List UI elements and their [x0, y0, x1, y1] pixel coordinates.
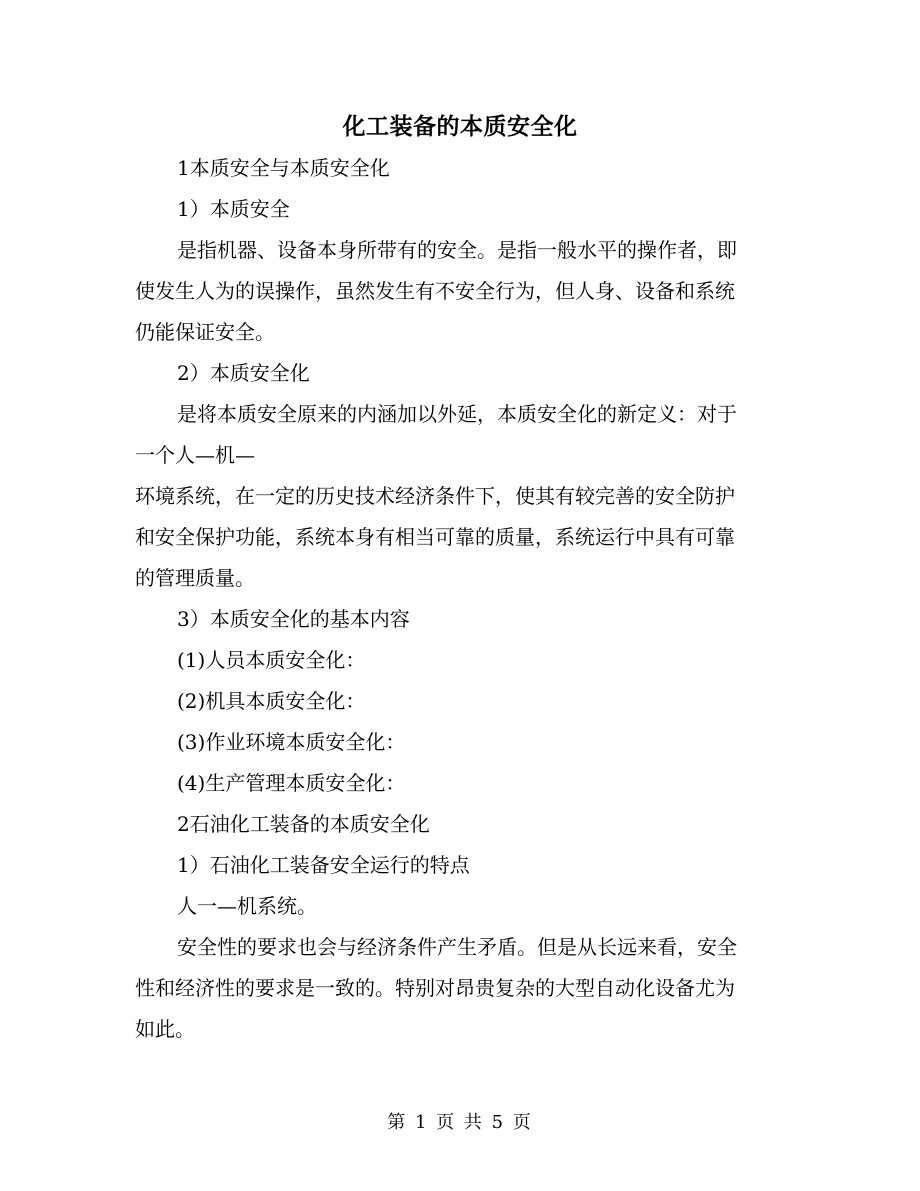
paragraph-line: 一个人—机—: [135, 443, 255, 467]
list-item: (3)作业环境本质安全化：: [177, 730, 406, 754]
paragraph-line: 如此。: [135, 1017, 195, 1041]
paragraph-line: 是指机器、设备本身所带有的安全。是指一般水平的操作者，即: [177, 238, 737, 262]
list-item: (1)人员本质安全化：: [177, 648, 366, 672]
list-item: (2)机具本质安全化：: [177, 689, 366, 713]
paragraph-line: 安全性的要求也会与经济条件产生矛盾。但是从长远来看，安全: [177, 935, 737, 959]
paragraph-line: 人一—机系统。: [177, 894, 317, 918]
section-heading: 2石油化工装备的本质安全化: [177, 812, 430, 836]
paragraph-line: 使发生人为的误操作，虽然发生有不安全行为，但人身、设备和系统: [135, 279, 735, 303]
list-item: (4)生产管理本质安全化：: [177, 771, 406, 795]
paragraph-line: 和安全保护功能，系统本身有相当可靠的质量，系统运行中具有可靠: [135, 525, 735, 549]
paragraph-line: 是将本质安全原来的内涵加以外延，本质安全化的新定义：对于: [177, 402, 737, 426]
subsection-heading: 1）本质安全: [177, 197, 290, 221]
paragraph-line: 的管理质量。: [135, 566, 255, 590]
subsection-heading: 3）本质安全化的基本内容: [177, 607, 410, 631]
paragraph-line: 环境系统，在一定的历史技术经济条件下，使其有较完善的安全防护: [135, 484, 735, 508]
paragraph-line: 仍能保证安全。: [135, 320, 275, 344]
document-title: 化工装备的本质安全化: [342, 113, 578, 140]
subsection-heading: 2）本质安全化: [177, 361, 310, 385]
subsection-heading: 1）石油化工装备安全运行的特点: [177, 853, 470, 877]
page-footer: 第 1 页 共 5 页: [387, 1112, 533, 1133]
section-heading: 1本质安全与本质安全化: [177, 156, 390, 180]
paragraph-line: 性和经济性的要求是一致的。特别对昂贵复杂的大型自动化设备尤为: [135, 976, 735, 1000]
